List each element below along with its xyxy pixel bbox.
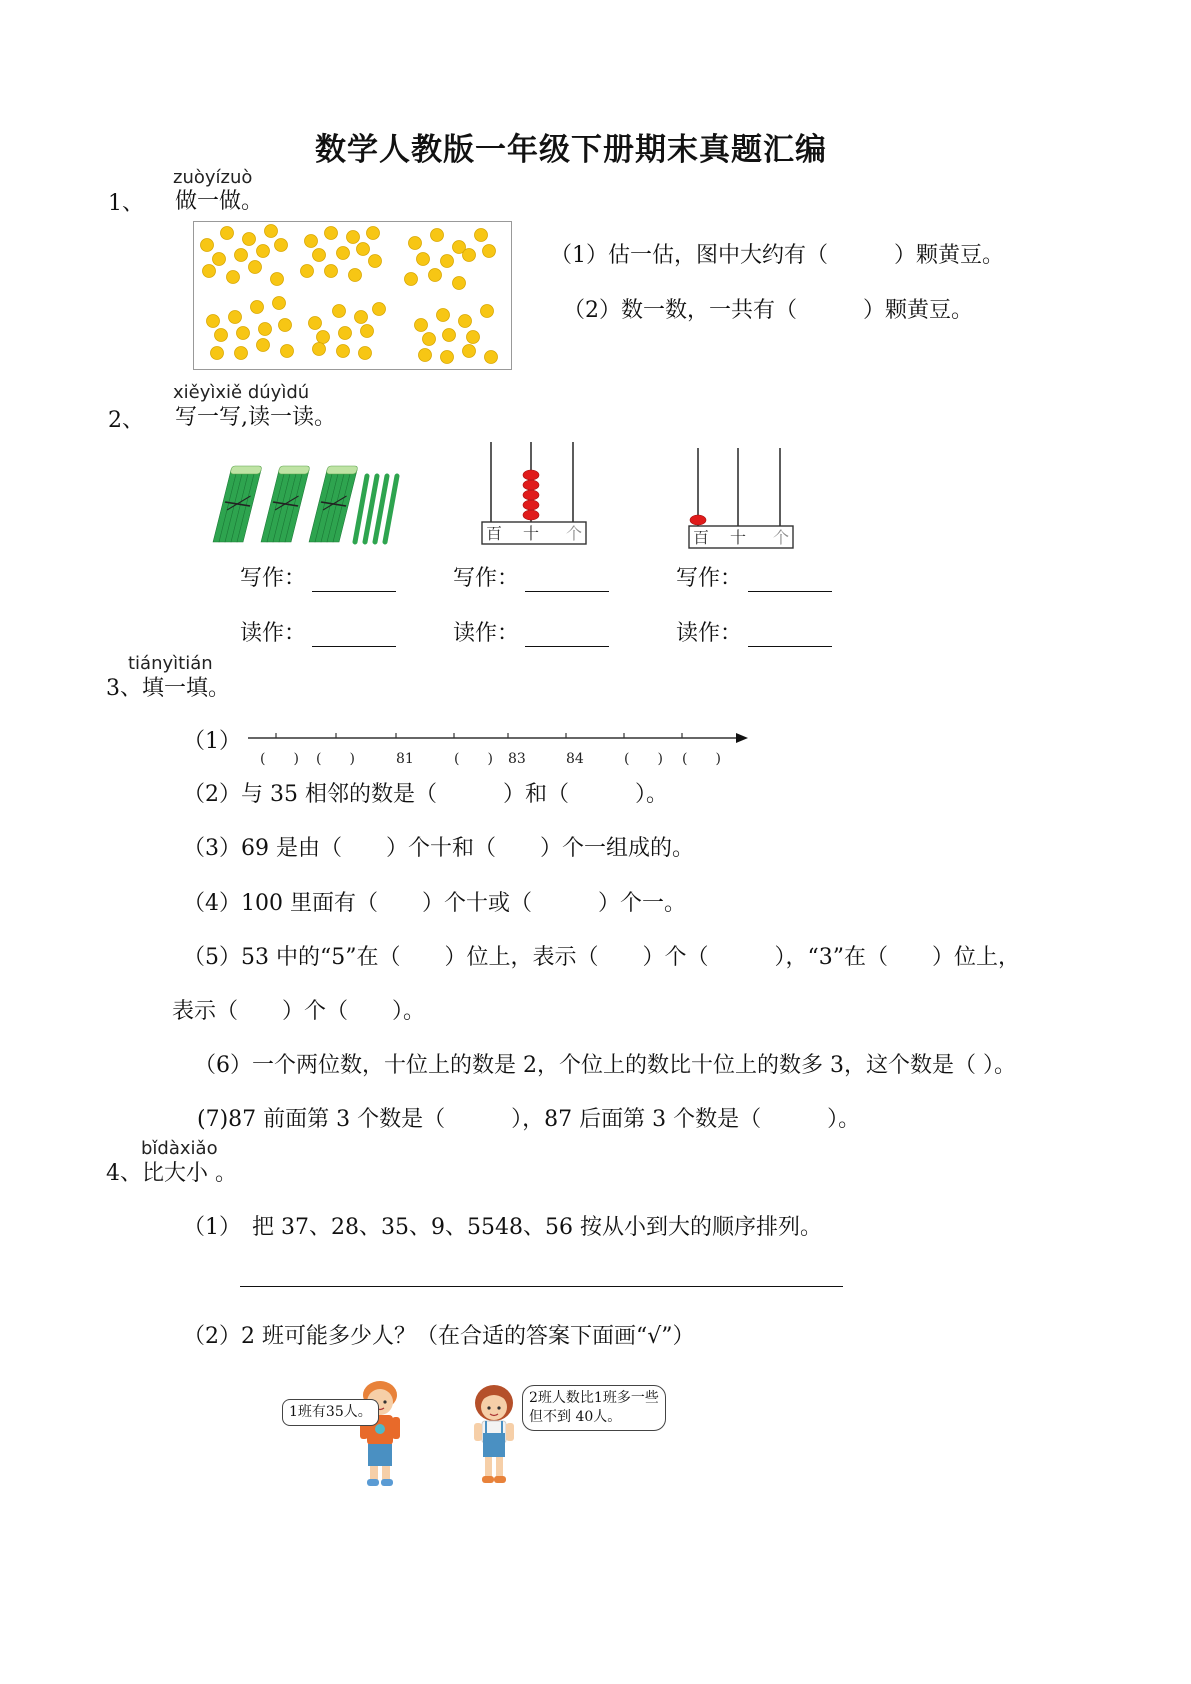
bean (249, 261, 262, 274)
girl-illustration (464, 1383, 524, 1489)
q4-item1: （1） 把 37、28、35、9、5548、56 按从小到大的顺序排列。 (183, 1215, 822, 1240)
bean (227, 271, 240, 284)
bean (317, 331, 330, 344)
bean (405, 273, 418, 286)
q1-pinyin: zuòyízuò (173, 167, 253, 188)
bean (429, 269, 442, 282)
q3-pinyin: tiányìtián (128, 653, 213, 674)
bean (265, 225, 278, 238)
bean (203, 265, 216, 278)
bean (333, 305, 346, 318)
bean (243, 233, 256, 246)
bean (305, 235, 318, 248)
write-blank[interactable] (312, 571, 396, 592)
bean (355, 311, 368, 324)
bean (235, 347, 248, 360)
read-field-2[interactable] (453, 616, 609, 647)
bean (301, 265, 314, 278)
q3-item6: （6）一个两位数，十位上的数是 2，个位上的数比十位上的数多 3，这个数是（ ）。 (194, 1053, 1016, 1078)
bamboo-bundle (213, 466, 262, 542)
read-label: 读作： (453, 621, 520, 646)
write-label: 写作： (240, 566, 307, 591)
abacus-bead (523, 500, 539, 510)
bean (235, 249, 248, 262)
q3-item4: （4）100 里面有（ ）个十或（ ）个一。 (183, 891, 686, 916)
abacus-bead (523, 480, 539, 490)
abacus-1-beads (523, 470, 539, 520)
bean (443, 329, 456, 342)
bean (229, 311, 242, 324)
bean (431, 229, 444, 242)
abacus-1-label-tens: 十 (523, 524, 540, 543)
q1-item2: （2）数一数，一共有（ ）颗黄豆。 (563, 298, 973, 323)
abacus-2-beads (690, 515, 706, 525)
bean (273, 297, 286, 310)
bean (309, 317, 322, 330)
q3-item7: (7)87 前面第 3 个数是（ ），87 后面第 3 个数是（ ）。 (197, 1107, 861, 1132)
q4-number: 4、 (106, 1161, 142, 1186)
q4-item2: （2）2 班可能多少人？（在合适的答案下面画“√”） (183, 1324, 695, 1349)
bean (467, 331, 480, 344)
bean (359, 347, 372, 360)
write-blank[interactable] (525, 571, 609, 592)
bean (485, 351, 498, 364)
bamboo-bundles-figure (205, 462, 405, 547)
bean (337, 247, 350, 260)
abacus-bead (523, 470, 539, 480)
bean (483, 245, 496, 258)
read-blank[interactable] (312, 626, 396, 647)
abacus-1-label-ones: 个 (566, 524, 583, 543)
bean (441, 351, 454, 364)
bean (339, 327, 352, 340)
number-line-label: ( ) (316, 751, 355, 767)
write-field-3[interactable] (676, 561, 832, 592)
write-label: 写作： (676, 566, 743, 591)
bean (463, 249, 476, 262)
bean (325, 265, 338, 278)
girl-speech-bubble (522, 1385, 666, 1431)
bean (369, 255, 382, 268)
bean (337, 345, 350, 358)
read-label: 读作： (240, 621, 307, 646)
abacus-2-label-tens: 十 (730, 528, 747, 547)
abacus-bead (690, 515, 706, 525)
abacus-2-label-hundreds: 百 (693, 528, 710, 547)
q4-pinyin: bǐdàxiǎo (141, 1138, 218, 1159)
write-field-2[interactable] (453, 561, 609, 592)
q3-item5-line1: （5）53 中的“5”在（ ）位上，表示（ ）个（ ），“3”在（ ）位上， (183, 945, 1020, 970)
boy-illustration (350, 1378, 410, 1490)
q2-pinyin: xiěyìxiě dúyìdú (173, 382, 310, 403)
read-label: 读作： (676, 621, 743, 646)
q3-heading (106, 671, 230, 702)
number-line-label: 84 (566, 751, 584, 767)
read-field-1[interactable] (240, 616, 396, 647)
q1-number: 1、 (108, 191, 144, 216)
bean (417, 253, 430, 266)
bean (367, 227, 380, 240)
number-line-label: ( ) (260, 751, 299, 767)
number-line-label: ( ) (682, 751, 721, 767)
abacus-2 (685, 444, 797, 552)
abacus-bead (523, 510, 539, 520)
q1-label: 做一做。 (175, 189, 264, 214)
read-blank[interactable] (748, 626, 832, 647)
q3-item3: （3）69 是由（ ）个十和（ ）个一组成的。 (183, 836, 694, 861)
q4-heading (106, 1156, 237, 1187)
bean (313, 343, 326, 356)
bean (279, 319, 292, 332)
read-blank[interactable] (525, 626, 609, 647)
answer-line[interactable] (240, 1286, 843, 1287)
bean (275, 239, 288, 252)
bean (211, 347, 224, 360)
q2-label: 写一写,读一读。 (175, 405, 336, 430)
bean (373, 303, 386, 316)
bamboo-bundle (261, 466, 310, 542)
bean (419, 349, 432, 362)
boy-speech-bubble: 1班有35人。 (282, 1399, 379, 1426)
bean (215, 329, 228, 342)
bean (357, 243, 370, 256)
number-line-label: ( ) (624, 751, 663, 767)
q3-item1-number: （1） (183, 729, 241, 754)
bean (361, 325, 374, 338)
bean (257, 339, 270, 352)
bean (251, 301, 264, 314)
bean (237, 327, 250, 340)
q4-label: 比大小 。 (142, 1161, 237, 1186)
bean (325, 227, 338, 240)
number-line-label: 83 (508, 751, 526, 767)
bean (423, 333, 436, 346)
q3-number: 3、 (106, 676, 142, 701)
bean (271, 273, 284, 286)
bundles-group (213, 466, 397, 542)
write-blank[interactable] (748, 571, 832, 592)
abacus-1-label-hundreds: 百 (486, 524, 503, 543)
bean (459, 315, 472, 328)
bean (201, 239, 214, 252)
write-label: 写作： (453, 566, 520, 591)
bean (415, 319, 428, 332)
bean (221, 227, 234, 240)
q1-item1: （1）估一估，图中大约有（ ）颗黄豆。 (550, 243, 1004, 268)
bean (437, 309, 450, 322)
bean (213, 253, 226, 266)
bean (453, 277, 466, 290)
q3-item5-line2: 表示（ ）个（ ）。 (172, 999, 426, 1024)
girl-bubble-line-2: 但不到 40人。 (529, 1409, 622, 1425)
bean (475, 229, 488, 242)
number-line (240, 724, 750, 770)
write-field-1[interactable] (240, 561, 396, 592)
bean (481, 305, 494, 318)
number-line-label: 81 (396, 751, 414, 767)
bean (259, 323, 272, 336)
bamboo-bundle (309, 466, 358, 542)
bean (207, 315, 220, 328)
bean (257, 245, 270, 258)
number-line-label: ( ) (454, 751, 493, 767)
bean (313, 249, 326, 262)
beans-figure (193, 221, 513, 371)
arrow-icon (736, 733, 748, 743)
abacus-bead (523, 490, 539, 500)
bean (441, 255, 454, 268)
bean (463, 345, 476, 358)
bean (349, 269, 362, 282)
q3-label: 填一填。 (142, 676, 231, 701)
abacus-1 (478, 438, 590, 548)
girl-bubble-line-1: 2班人数比1班多一些 (529, 1390, 659, 1406)
abacus-2-label-ones: 个 (773, 528, 790, 547)
q3-item2: （2）与 35 相邻的数是（ ）和（ ）。 (183, 782, 668, 807)
bean (409, 237, 422, 250)
bean (281, 345, 294, 358)
bean (347, 231, 360, 244)
read-field-3[interactable] (676, 616, 832, 647)
q2-number: 2、 (108, 408, 144, 433)
page-title: 数学人教版一年级下册期末真题汇编 (315, 132, 827, 168)
